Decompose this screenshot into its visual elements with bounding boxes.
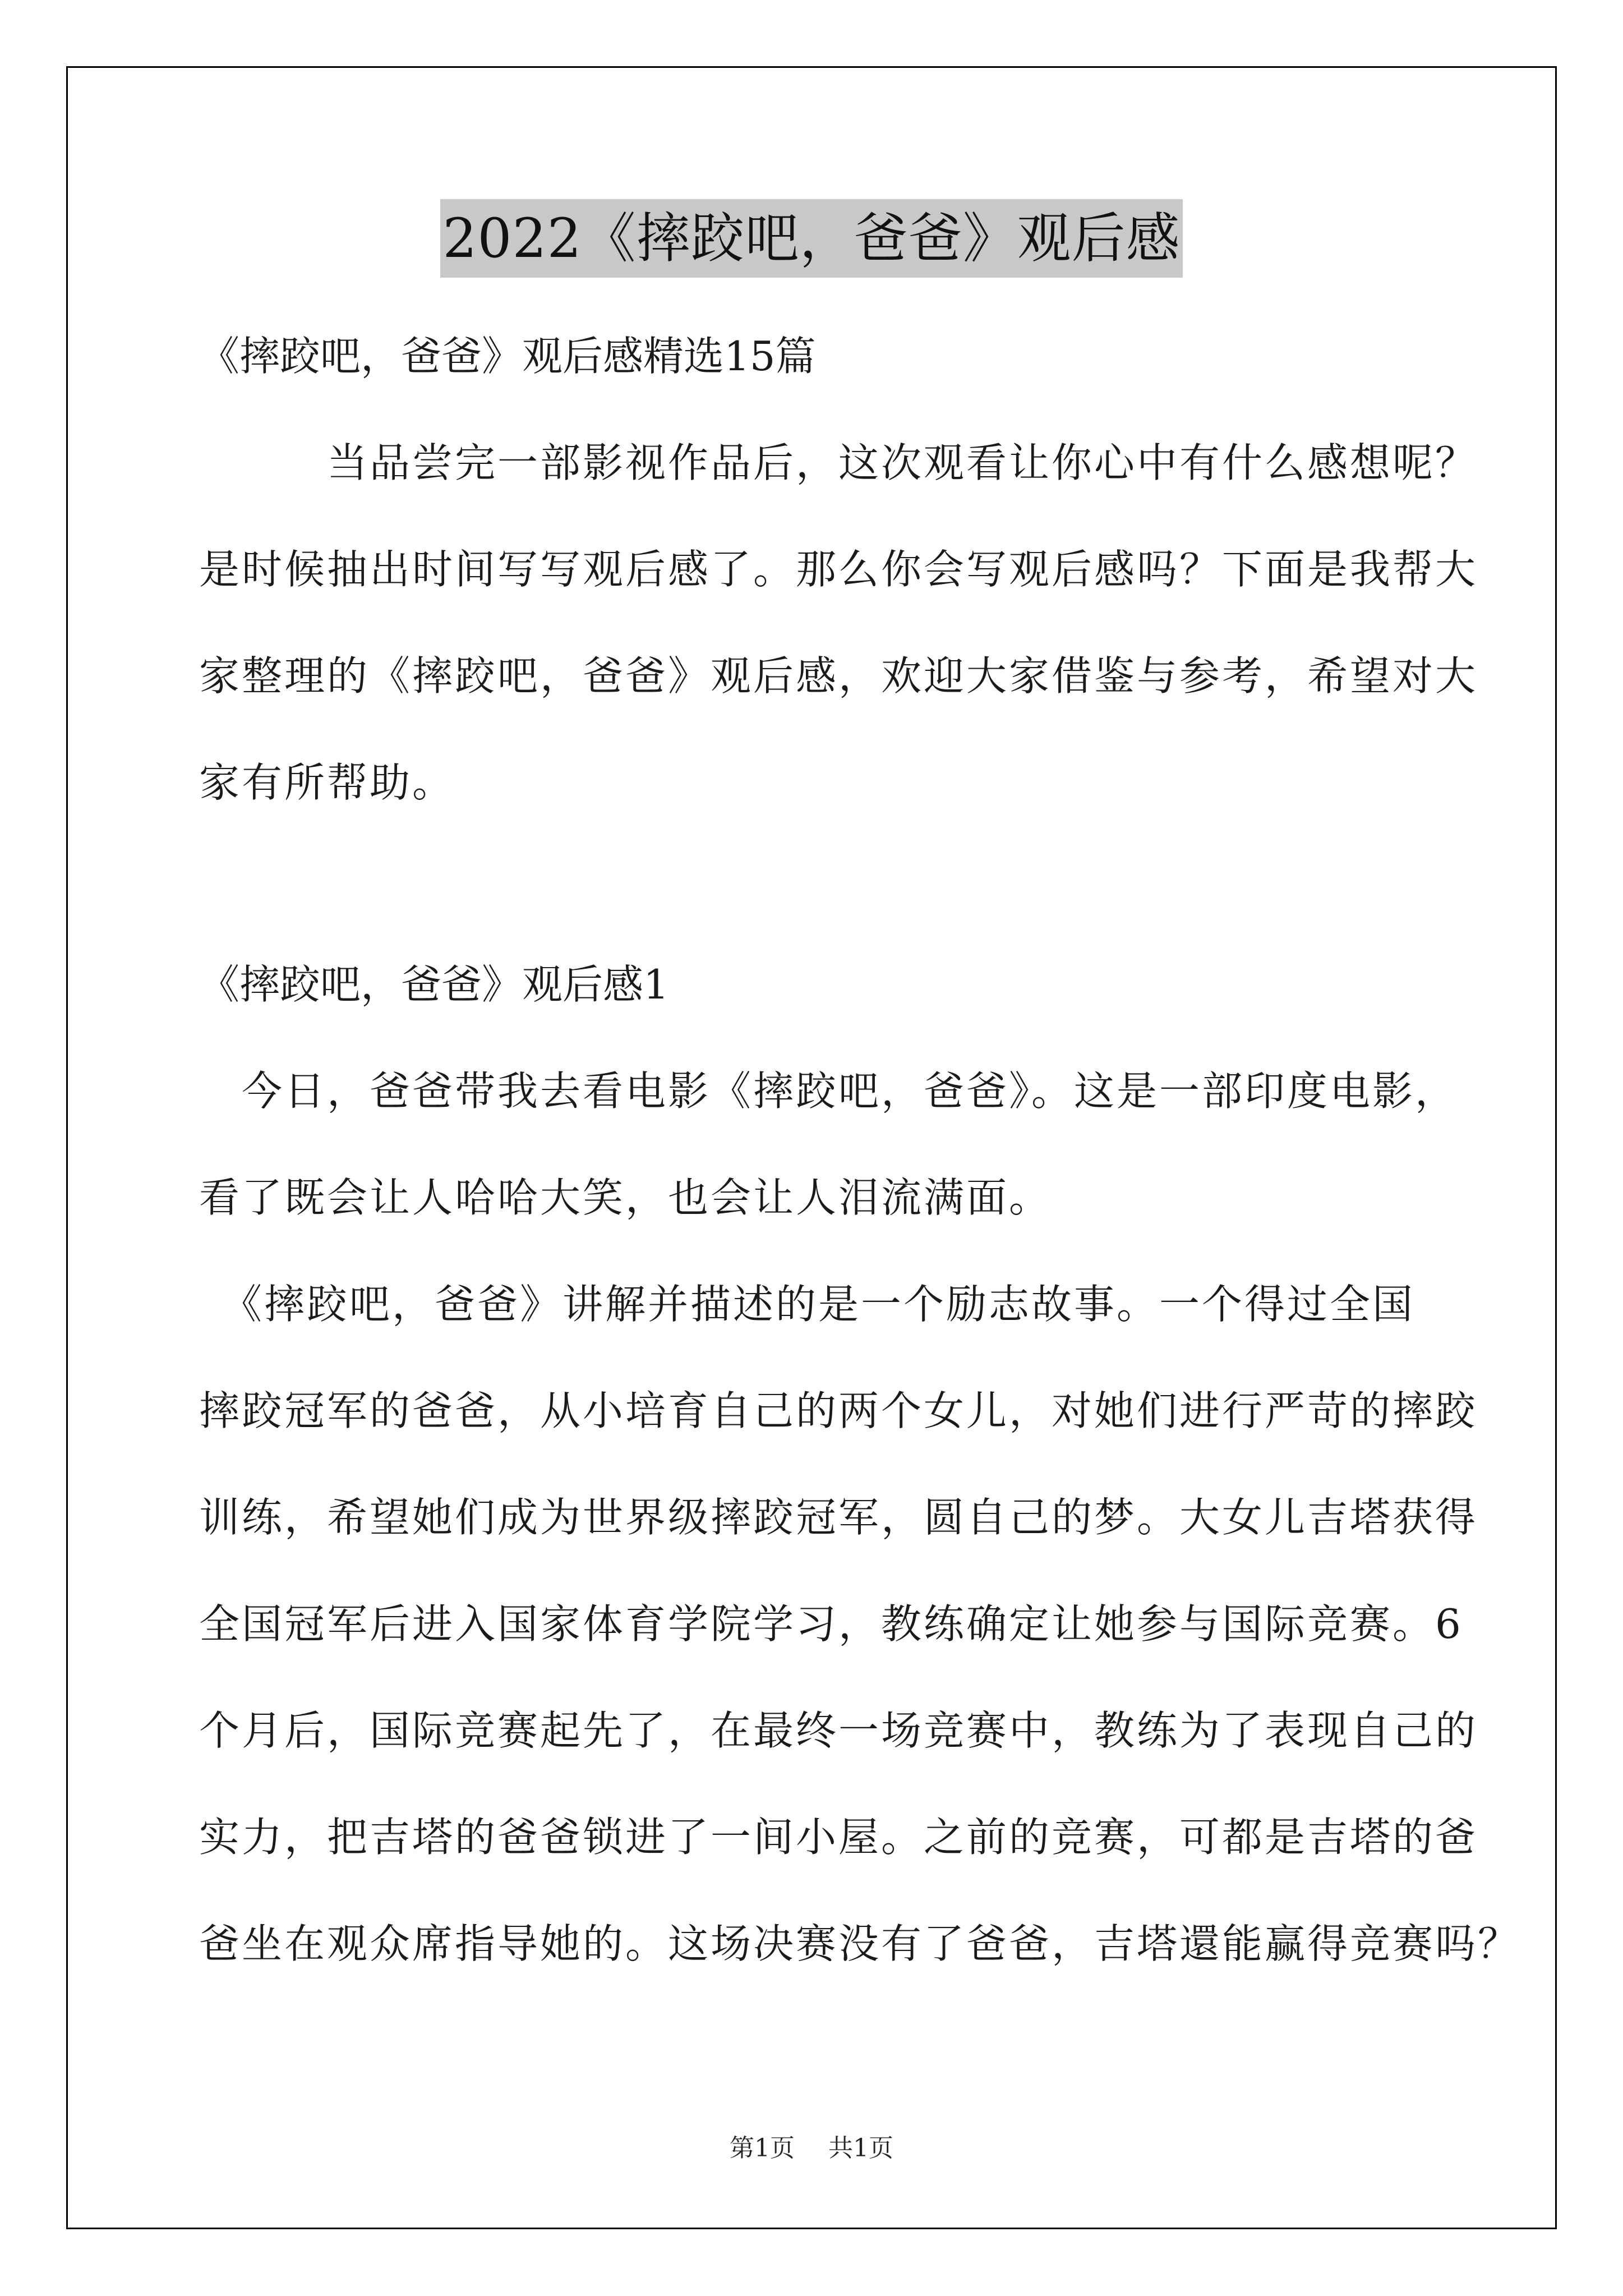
page-number: 第1页 xyxy=(730,2134,795,2162)
document-title: 2022《摔跤吧，爸爸》观后感 xyxy=(440,199,1182,278)
paragraph-line: 全国冠军后进入国家体育学院学习，教练确定让她参与国际竞赛。6 xyxy=(199,1600,1463,1648)
paragraph-line: 摔跤冠军的爸爸，从小培育自己的两个女儿，对她们进行严苛的摔跤 xyxy=(199,1387,1478,1434)
intro-paragraph xyxy=(199,409,1478,836)
page-footer xyxy=(0,2132,1623,2165)
paragraph-1 xyxy=(199,1038,1458,1251)
paragraph-line: 实力，把吉塔的爸爸锁进了一间小屋。之前的竞赛，可都是吉塔的爸 xyxy=(199,1814,1478,1861)
title-container xyxy=(0,199,1623,278)
paragraph-line: 爸坐在观众席指导她的。这场决赛没有了爸爸，吉塔還能赢得竞赛吗？ xyxy=(199,1920,1521,1967)
paragraph-2 xyxy=(199,1251,1521,1997)
intro-line: 家有所帮助。 xyxy=(199,759,455,806)
document-body xyxy=(199,303,1521,1997)
spacer xyxy=(199,836,1433,931)
paragraph-line: 《摔跤吧，爸爸》讲解并描述的是一个励志故事。一个得过全国 xyxy=(199,1281,1415,1328)
intro-line: 是时候抽出时间写写观后感了。那么你会写观后感吗？下面是我帮大 xyxy=(199,546,1478,593)
section-heading: 《摔跤吧，爸爸》观后感1 xyxy=(199,961,669,1008)
intro-line: 当品尝完一部影视作品后，这次观看让你心中有什么感想呢？ xyxy=(199,439,1478,486)
intro-line: 家整理的《摔跤吧，爸爸》观后感，欢迎大家借鉴与参考，希望对大 xyxy=(199,652,1478,700)
page-total: 共1页 xyxy=(828,2134,893,2162)
paragraph-line: 今日，爸爸带我去看电影《摔跤吧，爸爸》。这是一部印度电影， xyxy=(199,1068,1458,1115)
paragraph-line: 个月后，国际竞赛起先了，在最终一场竞赛中，教练为了表现自己的 xyxy=(199,1707,1478,1754)
document-subtitle: 《摔跤吧，爸爸》观后感精选15篇 xyxy=(199,333,816,380)
paragraph-line: 看了既会让人哈哈大笑，也会让人泪流满面。 xyxy=(199,1174,1052,1221)
paragraph-line: 训练，希望她们成为世界级摔跤冠军，圆自己的梦。大女儿吉塔获得 xyxy=(199,1494,1478,1541)
